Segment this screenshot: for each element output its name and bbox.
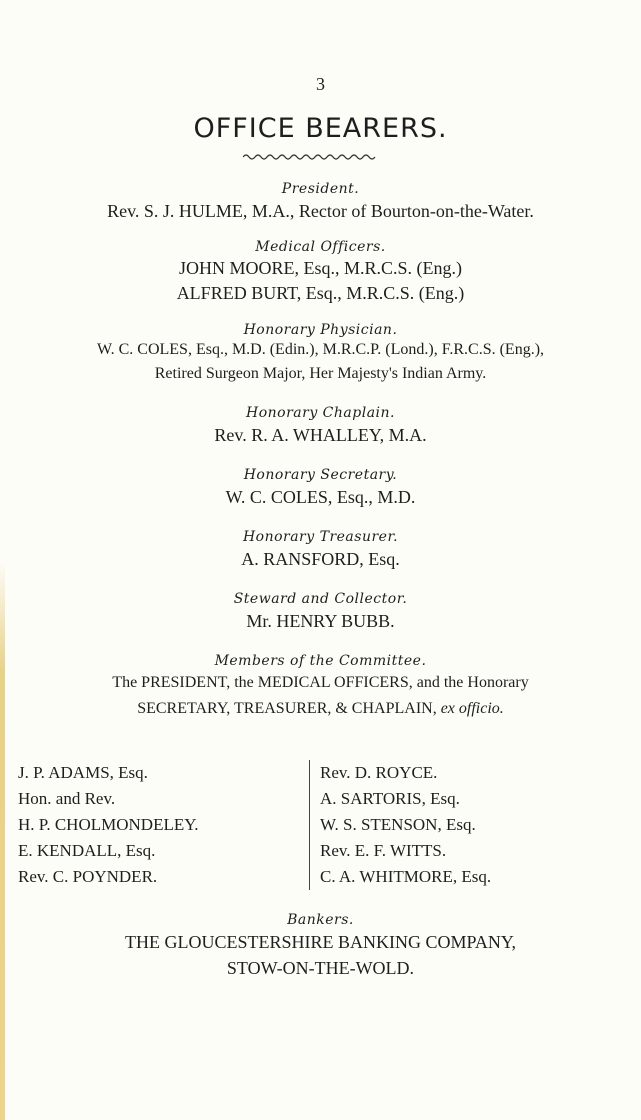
honorary-physician-line-2: Retired Surgeon Major, Her Majesty's Indian Army.	[154, 365, 487, 382]
committee-member: E. KENDALL, Esq.	[18, 841, 156, 860]
committee-member: Rev. C. POYNDER.	[18, 867, 158, 886]
medical-officer-1: JOHN MOORE, Esq., M.R.C.S. (Eng.)	[178, 258, 463, 278]
committee-right-column	[320, 760, 620, 890]
bankers-line-2: STOW-ON-THE-WOLD.	[226, 958, 415, 978]
president-heading: President.	[281, 181, 360, 197]
committee-members	[18, 760, 618, 890]
honorary-physician-line-1: W. C. COLES, Esq., M.D. (Edin.), M.R.C.P. (Lond.), F.R.C.S. (Eng.),	[96, 341, 545, 358]
committee-heading: Members of the Committee.	[214, 653, 427, 669]
committee-intro-line-1: The PRESIDENT, the MEDICAL OFFICERS, and the Honorary	[112, 674, 529, 691]
medical-officers-heading: Medical Officers.	[255, 239, 386, 255]
page-edge-stain	[0, 560, 5, 1120]
column-divider	[309, 760, 310, 890]
page-title: OFFICE BEARERS.	[193, 113, 448, 144]
committee-member: C. A. WHITMORE, Esq.	[320, 867, 492, 886]
committee-member: Hon. and Rev.	[18, 789, 116, 808]
committee-intro-line-2	[0, 700, 641, 718]
steward-heading: Steward and Collector.	[233, 591, 408, 607]
medical-officer-2: ALFRED BURT, Esq., M.R.C.S. (Eng.)	[176, 283, 465, 303]
committee-intro-text: SECRETARY, TREASURER, & CHAPLAIN,	[137, 700, 437, 717]
committee-member: Rev. D. ROYCE.	[320, 763, 438, 782]
committee-left-column	[18, 760, 308, 890]
committee-member: A. SARTORIS, Esq.	[320, 789, 460, 808]
page-number: 3	[316, 74, 325, 94]
bankers-line-1: THE GLOUCESTERSHIRE BANKING COMPANY,	[124, 932, 517, 952]
ex-officio-text: ex officio.	[440, 700, 504, 717]
committee-member: H. P. CHOLMONDELEY.	[18, 815, 199, 834]
honorary-chaplain-heading: Honorary Chaplain.	[246, 405, 395, 421]
honorary-treasurer-name: A. RANSFORD, Esq.	[241, 549, 400, 569]
honorary-treasurer-heading: Honorary Treasurer.	[242, 529, 399, 545]
bankers-heading: Bankers.	[287, 912, 354, 928]
honorary-chaplain-name: Rev. R. A. WHALLEY, M.A.	[214, 425, 427, 445]
committee-member: J. P. ADAMS, Esq.	[18, 763, 148, 782]
steward-name: Mr. HENRY BUBB.	[246, 611, 395, 631]
honorary-secretary-heading: Honorary Secretary.	[243, 467, 398, 483]
president-name: Rev. S. J. HULME, M.A., Rector of Bourton-on-the-Water.	[107, 201, 534, 221]
wavy-divider	[243, 152, 377, 162]
honorary-secretary-name: W. C. COLES, Esq., M.D.	[225, 487, 416, 507]
committee-member: W. S. STENSON, Esq.	[320, 815, 476, 834]
honorary-physician-heading: Honorary Physician.	[243, 322, 398, 338]
committee-member: Rev. E. F. WITTS.	[320, 841, 447, 860]
